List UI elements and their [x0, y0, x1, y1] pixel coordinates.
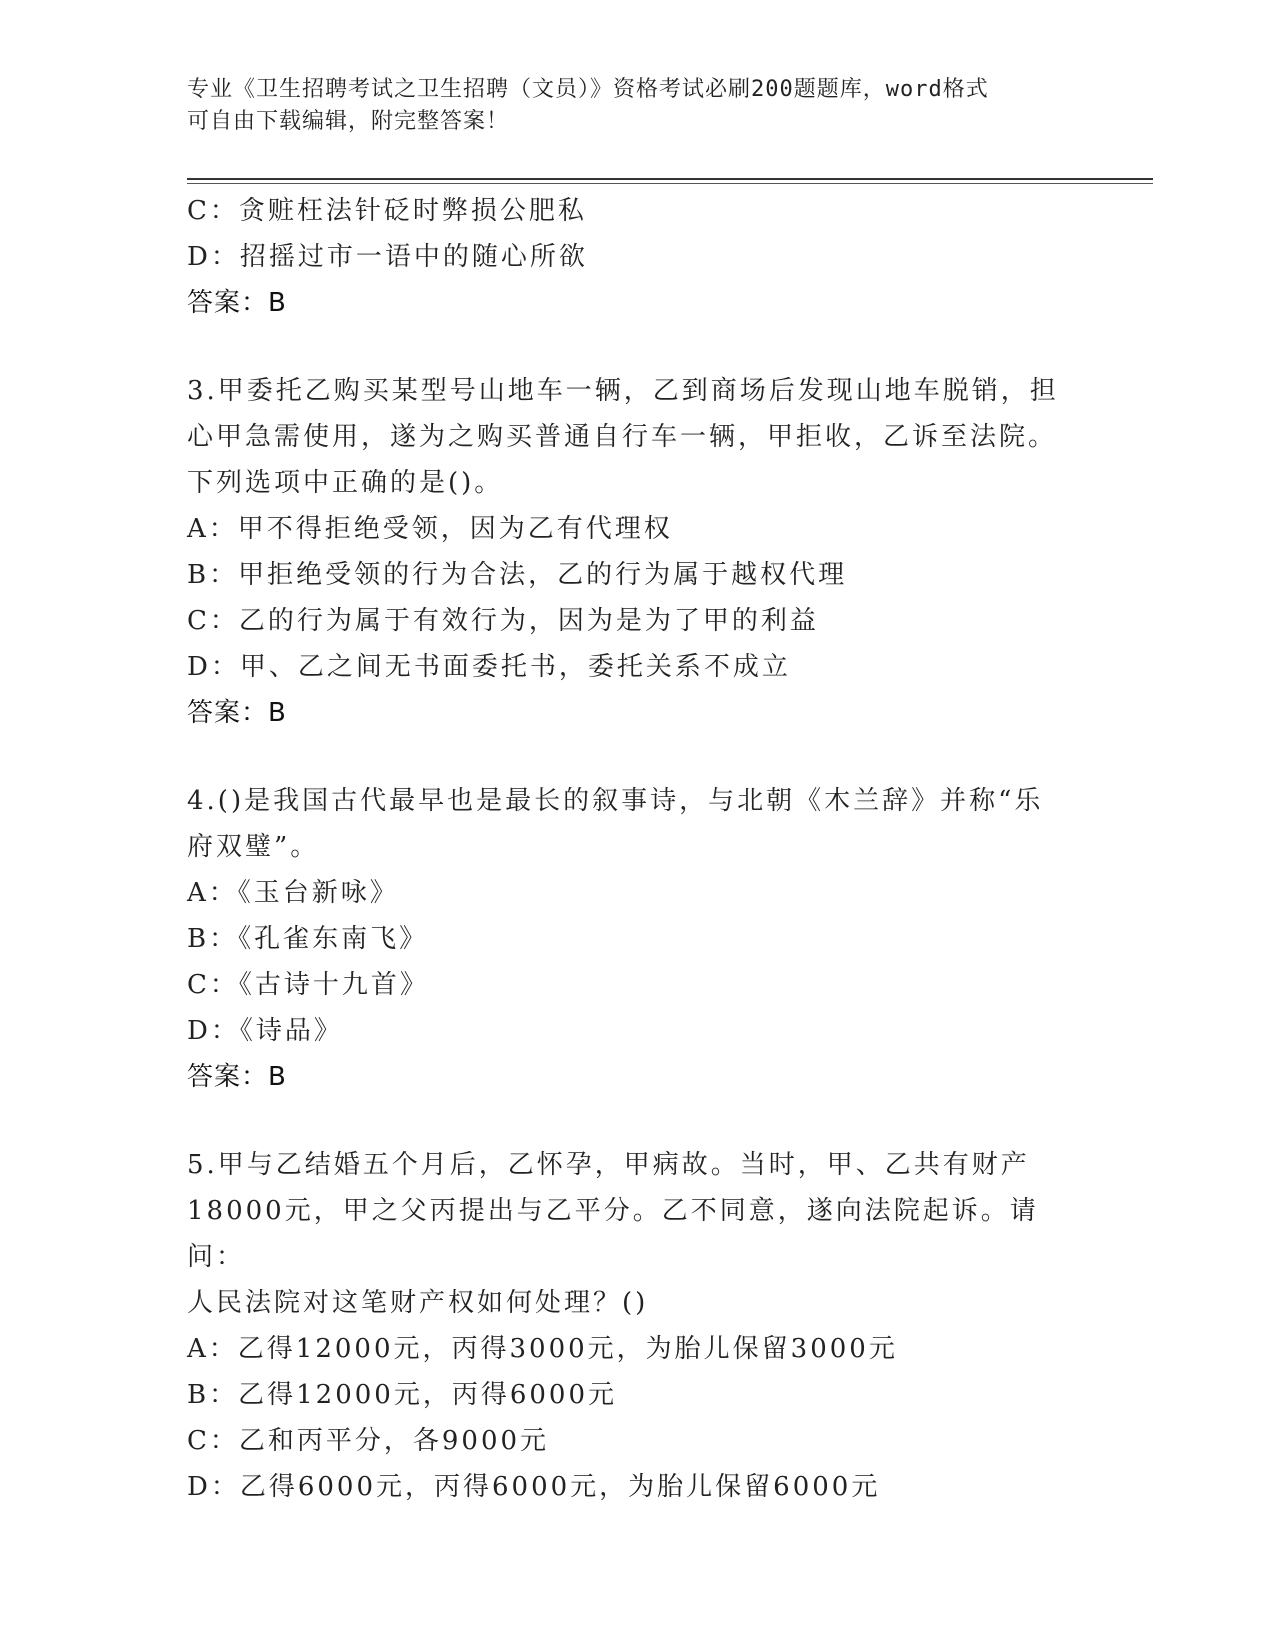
header-line-1: 专业《卫生招聘考试之卫生招聘（文员）》资格考试必刷200题题库，word格式	[187, 77, 989, 102]
header-rule-thin	[187, 183, 1153, 184]
question-stem-line: 5.甲与乙结婚五个月后，乙怀孕，甲病故。当时，甲、乙共有财产	[187, 1150, 1030, 1180]
option-c: C：《古诗十九首》	[187, 970, 429, 1000]
spacer	[187, 1100, 1067, 1142]
header-line-2: 可自由下载编辑，附完整答案！	[187, 109, 510, 134]
question-4	[187, 778, 1067, 1100]
option-d: D：甲、乙之间无书面委托书，委托关系不成立	[187, 652, 791, 682]
question-stem-line: 下列选项中正确的是()。	[187, 468, 504, 498]
question-3	[187, 368, 1067, 736]
question-5	[187, 1142, 1067, 1510]
option-a: A：乙得12000元，丙得3000元，为胎儿保留3000元	[187, 1334, 898, 1364]
question-stem-line: 心甲急需使用，遂为之购买普通自行车一辆，甲拒收，乙诉至法院。	[187, 422, 1058, 452]
option-c: C：乙的行为属于有效行为，因为是为了甲的利益	[187, 606, 819, 636]
option-b: B：《孔雀东南飞》	[187, 924, 429, 954]
answer-line: 答案：B	[187, 288, 287, 318]
option-c: C：贪赃枉法针砭时弊损公肥私	[187, 196, 587, 226]
question-stem-line: 人民法院对这笔财产权如何处理？()	[187, 1288, 649, 1318]
option-d: D：招摇过市一语中的随心所欲	[187, 242, 588, 272]
answer-line: 答案：B	[187, 1062, 287, 1092]
option-c: C：乙和丙平分，各9000元	[187, 1426, 550, 1456]
answer-line: 答案：B	[187, 698, 287, 728]
option-d: D：《诗品》	[187, 1016, 343, 1046]
option-b: B：乙得12000元，丙得6000元	[187, 1380, 617, 1410]
question-2-partial	[187, 188, 1067, 326]
option-a: A：《玉台新咏》	[187, 878, 399, 908]
option-a: A：甲不得拒绝受领，因为乙有代理权	[187, 514, 673, 544]
spacer	[187, 736, 1067, 778]
question-stem-line: 府双璧”。	[187, 832, 320, 862]
spacer	[187, 326, 1067, 368]
option-b: B：甲拒绝受领的行为合法，乙的行为属于越权代理	[187, 560, 848, 590]
option-d: D：乙得6000元，丙得6000元，为胎儿保留6000元	[187, 1472, 881, 1502]
header-rule-thick	[187, 178, 1153, 180]
question-stem-line: 4.()是我国古代最早也是最长的叙事诗，与北朝《木兰辞》并称“乐	[187, 786, 1044, 816]
document-body	[187, 188, 1067, 1510]
question-stem-line: 18000元，甲之父丙提出与乙平分。乙不同意，遂向法院起诉。请问：	[187, 1196, 1039, 1272]
document-header	[187, 74, 1067, 138]
question-stem-line: 3.甲委托乙购买某型号山地车一辆，乙到商场后发现山地车脱销，担	[187, 376, 1059, 406]
